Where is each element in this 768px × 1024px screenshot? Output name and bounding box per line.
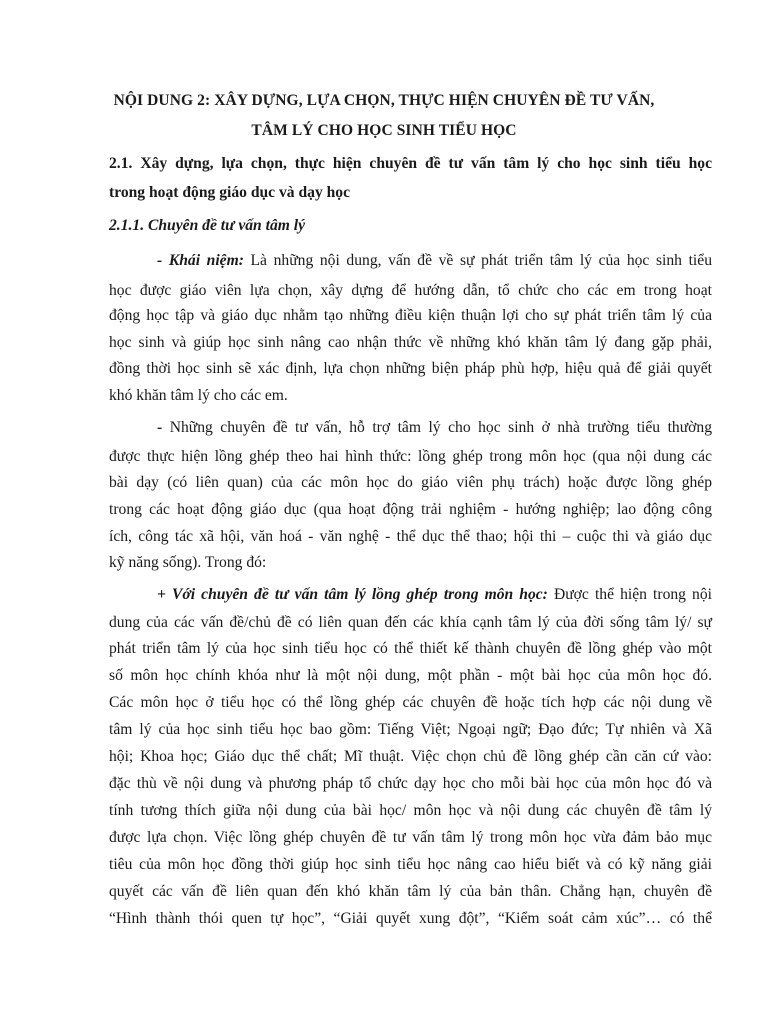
para1-line: học được giáo viên lựa chọn, xây dựng để hướng dẫn, tổ chức cho các em trong hoạt: [109, 282, 712, 299]
page-title-line-2: TÂM LÝ CHO HỌC SINH TIỂU HỌC: [251, 122, 517, 139]
para3-line: tâm lý của học sinh tiểu học bao gồm: Tiếng Việt; Ngoại ngữ; Đạo đức; Tự nhiên và Xã: [109, 721, 712, 738]
para2-line-1: [157, 418, 712, 438]
para2-line: ích, công tác xã hội, văn hoá - văn nghệ - thể dục thể thao; hội thi – cuộc thi và giáo dục: [109, 528, 712, 545]
para3-line: hội; Khoa học; Giáo dục thể chất; Mĩ thuật. Việc chọn chủ đề lồng ghép cần căn cứ vào:: [109, 748, 712, 765]
para2-line: được thực hiện lồng ghép theo hai hình thức: lồng ghép trong môn học (qua nội dung các: [109, 448, 712, 465]
para1-line: học sinh và giúp học sinh nâng cao nhận thức về những khó khăn tâm lý đang gặp phải,: [109, 334, 712, 351]
para3-line: tiêu của môn học đồng thời giúp học sinh tiểu học nâng cao hiểu biết và có kỹ năng giải: [109, 856, 712, 873]
section-heading-line-2: trong hoạt động giáo dục và dạy học: [109, 184, 351, 201]
subsection-heading: 2.1.1. Chuyên đề tư vấn tâm lý: [109, 217, 306, 234]
para2-line: trong các hoạt động giáo dục (qua hoạt động trải nghiệm - hướng nghiệp; lao động công: [109, 501, 712, 518]
para1-lead: - Khái niệm:: [157, 252, 244, 269]
para3-line: được lựa chọn. Việc lồng ghép chuyên đề tư vấn tâm lý trong môn học vừa đảm bảo mục: [109, 829, 712, 846]
para3-line: “Hình thành thói quen tự học”, “Giải quyết xung đột”, “Kiểm soát cảm xúc”… có thể: [109, 910, 712, 927]
para3-line: đặc thù về nội dung và phương pháp tổ chức dạy học cho mỗi bài học của môn học đó và: [109, 775, 712, 792]
para1-line-1: [157, 251, 712, 271]
para2-line: kỹ năng sống). Trong đó:: [109, 554, 267, 571]
page-title-line-1: NỘI DUNG 2: XÂY DỰNG, LỰA CHỌN, THỰC HIỆN CHUYÊN ĐỀ TƯ VẤN,: [113, 92, 655, 109]
section-heading-line-1: 2.1. Xây dựng, lựa chọn, thực hiện chuyên đề tư vấn tâm lý cho học sinh tiểu học: [109, 155, 712, 172]
para3-line: số môn học chính khóa như là một nội dung, một phần - một bài học của môn học đó.: [109, 667, 712, 684]
para3-line-1-text: Được thể hiện trong nội: [547, 586, 712, 603]
para3-lead: + Với chuyên đề tư vấn tâm lý lồng ghép trong môn học:: [157, 586, 548, 603]
para3-line-1: [157, 585, 712, 605]
para2-lead: -: [157, 419, 163, 436]
para2-line-1-text: Những chuyên đề tư vấn, hỗ trợ tâm lý cho học sinh ở nhà trường tiểu thường: [162, 419, 712, 436]
para1-line: đồng thời học sinh sẽ xác định, lựa chọn những biện pháp phù hợp, hiệu quả để giải quyết: [109, 360, 712, 377]
para3-line: Các môn học ở tiểu học có thể lồng ghép các chuyên đề hoặc tích hợp các nội dung về: [109, 694, 712, 711]
para3-line: quyết các vấn đề liên quan đến khó khăn tâm lý của bản thân. Chẳng hạn, chuyên đề: [109, 883, 712, 900]
para1-line: động học tập và giáo dục nhằm tạo những điều kiện thuận lợi cho sự phát triển tâm lý của: [109, 307, 712, 324]
para3-line: phát triển tâm lý của học sinh tiểu học có thể thiết kế thành chuyên đề lồng ghép vào một: [109, 640, 712, 657]
para3-line: dung của các vấn đề/chủ đề có liên quan đến các khía cạnh tâm lý của đời sống tâm lý/ sự: [109, 614, 712, 631]
para1-line-1-text: Là những nội dung, vấn đề về sự phát triển tâm lý của học sinh tiểu: [243, 252, 712, 269]
para2-line: bài dạy (có liên quan) của các môn học do giáo viên phụ trách) hoặc được lồng ghép: [109, 474, 712, 491]
para1-line: khó khăn tâm lý cho các em.: [109, 387, 288, 404]
para3-line: tính tương thích giữa nội dung của bài học/ môn học và nội dung các chuyên đề tâm lý: [109, 802, 712, 819]
